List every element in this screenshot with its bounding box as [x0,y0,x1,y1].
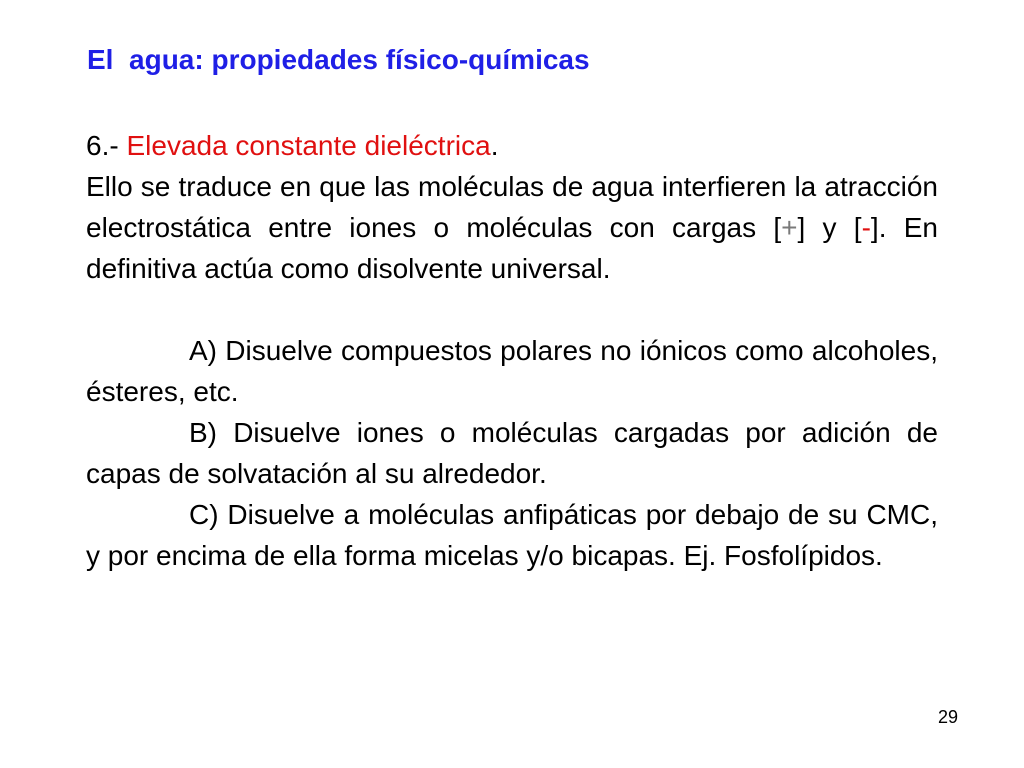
description-paragraph [86,166,938,289]
list-item-text-c: C) Disuelve a moléculas anfipáticas por debajo de su CMC, y por encima de ella forma micelas y/o bicapas. Ej. Fosfolípidos. [86,499,938,571]
list-item [86,330,938,412]
point-heading-period: . [490,130,499,161]
point-number: 6.- [86,130,127,161]
minus-sign: - [861,212,871,243]
list-item [86,494,938,576]
description-text-mid: ] y [ [797,212,862,243]
slide-body [86,125,938,576]
slide-title: El agua: propiedades físico-químicas [87,44,590,75]
description-text-start: Ello se traduce en que las moléculas de agua interfieren la atracción electrostática entre iones o moléculas con cargas [ [86,171,938,243]
description-text-end: ]. En definitiva actúa como disolvente universal. [86,212,938,284]
point-heading [86,125,938,166]
point-heading-text: Elevada constante dieléctrica [126,130,491,161]
plus-sign: + [781,212,798,243]
list-item [86,412,938,494]
paragraph-spacer [86,289,938,330]
list-item-text-a: A) Disuelve compuestos polares no iónicos como alcoholes, ésteres, etc. [86,335,938,407]
page-number: 29 [938,707,959,727]
list-item-text-b: B) Disuelve iones o moléculas cargadas por adición de capas de solvatación al su alrededor. [86,417,938,489]
